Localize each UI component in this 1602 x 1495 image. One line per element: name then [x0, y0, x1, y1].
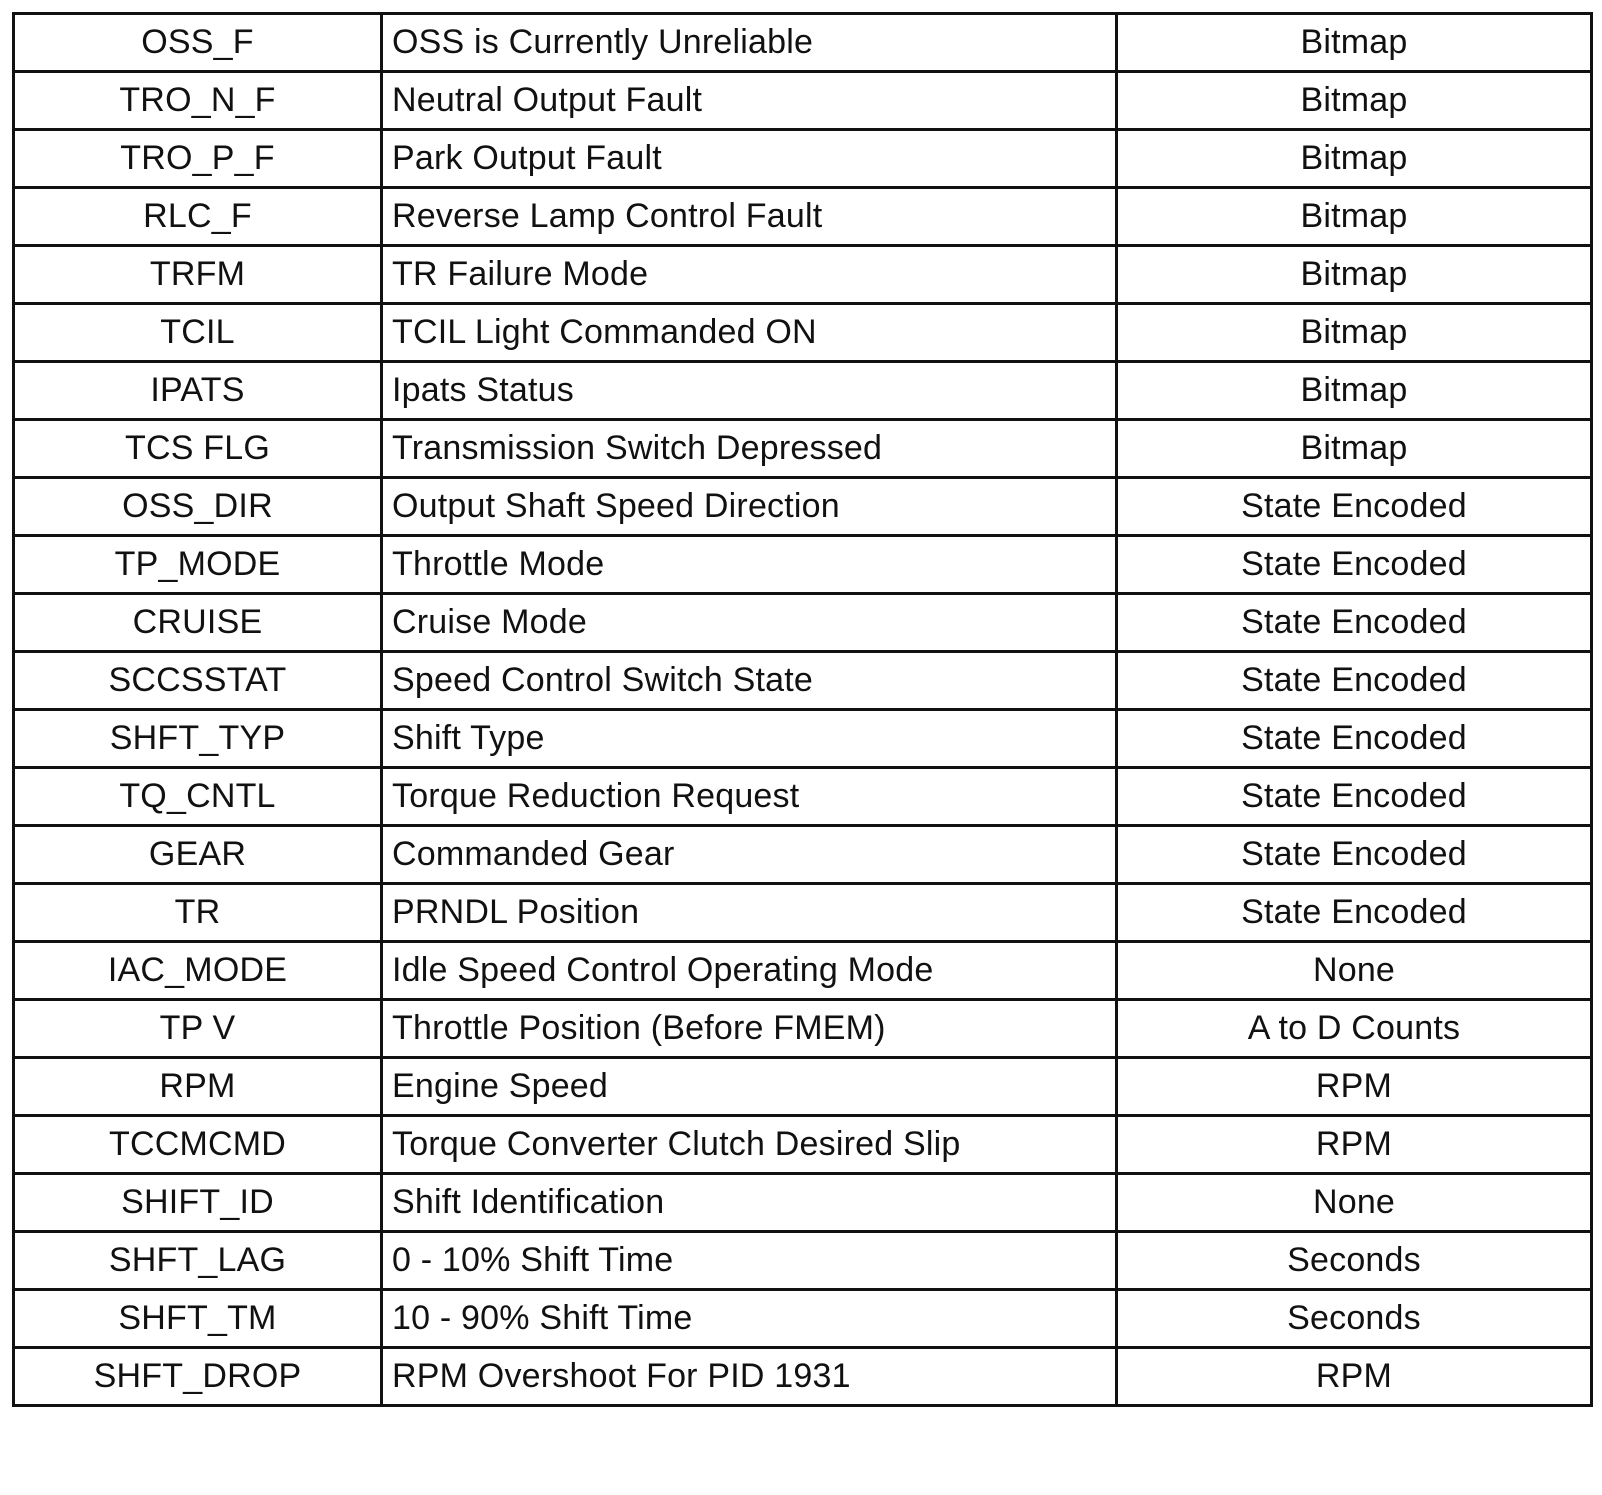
table-row — [14, 14, 1592, 72]
pid-cell: TCIL — [14, 304, 382, 362]
table-row — [14, 1116, 1592, 1174]
units-cell: State Encoded — [1117, 710, 1592, 768]
pid-cell: SHFT_TYP — [14, 710, 382, 768]
description-cell: Torque Reduction Request — [382, 768, 1117, 826]
units-cell: None — [1117, 942, 1592, 1000]
table-row — [14, 652, 1592, 710]
table-row — [14, 768, 1592, 826]
description-cell: OSS is Currently Unreliable — [382, 14, 1117, 72]
pid-cell: TP V — [14, 1000, 382, 1058]
description-cell: Torque Converter Clutch Desired Slip — [382, 1116, 1117, 1174]
pid-cell: TRO_P_F — [14, 130, 382, 188]
units-cell: RPM — [1117, 1348, 1592, 1406]
units-cell: RPM — [1117, 1058, 1592, 1116]
units-cell: State Encoded — [1117, 652, 1592, 710]
pid-cell: SHIFT_ID — [14, 1174, 382, 1232]
description-cell: Output Shaft Speed Direction — [382, 478, 1117, 536]
table-row — [14, 188, 1592, 246]
description-cell: Idle Speed Control Operating Mode — [382, 942, 1117, 1000]
table-row — [14, 710, 1592, 768]
units-cell: State Encoded — [1117, 826, 1592, 884]
description-cell: Shift Type — [382, 710, 1117, 768]
units-cell: Bitmap — [1117, 304, 1592, 362]
table-row — [14, 1000, 1592, 1058]
units-cell: Bitmap — [1117, 188, 1592, 246]
units-cell: Seconds — [1117, 1232, 1592, 1290]
description-cell: Park Output Fault — [382, 130, 1117, 188]
table-row — [14, 942, 1592, 1000]
description-cell: 0 - 10% Shift Time — [382, 1232, 1117, 1290]
units-cell: None — [1117, 1174, 1592, 1232]
units-cell: State Encoded — [1117, 594, 1592, 652]
description-cell: Throttle Position (Before FMEM) — [382, 1000, 1117, 1058]
table-row — [14, 1174, 1592, 1232]
table-row — [14, 1232, 1592, 1290]
pid-cell: SHFT_LAG — [14, 1232, 382, 1290]
units-cell: Bitmap — [1117, 72, 1592, 130]
units-cell: RPM — [1117, 1116, 1592, 1174]
pid-cell: TRO_N_F — [14, 72, 382, 130]
description-cell: PRNDL Position — [382, 884, 1117, 942]
description-cell: Cruise Mode — [382, 594, 1117, 652]
units-cell: Bitmap — [1117, 130, 1592, 188]
table-row — [14, 826, 1592, 884]
table-row — [14, 420, 1592, 478]
table-row — [14, 884, 1592, 942]
description-cell: Ipats Status — [382, 362, 1117, 420]
pid-cell: TQ_CNTL — [14, 768, 382, 826]
table-row — [14, 1058, 1592, 1116]
description-cell: TR Failure Mode — [382, 246, 1117, 304]
table-row — [14, 1348, 1592, 1406]
pid-cell: IAC_MODE — [14, 942, 382, 1000]
description-cell: TCIL Light Commanded ON — [382, 304, 1117, 362]
table-row — [14, 246, 1592, 304]
units-cell: Bitmap — [1117, 362, 1592, 420]
pid-cell: TP_MODE — [14, 536, 382, 594]
description-cell: RPM Overshoot For PID 1931 — [382, 1348, 1117, 1406]
pid-cell: TCCMCMD — [14, 1116, 382, 1174]
units-cell: State Encoded — [1117, 768, 1592, 826]
table-row — [14, 594, 1592, 652]
description-cell: Shift Identification — [382, 1174, 1117, 1232]
units-cell: Seconds — [1117, 1290, 1592, 1348]
pid-cell: IPATS — [14, 362, 382, 420]
table-row — [14, 304, 1592, 362]
description-cell: Neutral Output Fault — [382, 72, 1117, 130]
table-row — [14, 536, 1592, 594]
units-cell: State Encoded — [1117, 884, 1592, 942]
description-cell: Reverse Lamp Control Fault — [382, 188, 1117, 246]
table-row — [14, 362, 1592, 420]
pid-cell: SHFT_DROP — [14, 1348, 382, 1406]
units-cell: State Encoded — [1117, 536, 1592, 594]
units-cell: Bitmap — [1117, 246, 1592, 304]
pid-cell: TRFM — [14, 246, 382, 304]
description-cell: 10 - 90% Shift Time — [382, 1290, 1117, 1348]
pid-table-container — [12, 12, 1590, 1407]
pid-cell: SCCSSTAT — [14, 652, 382, 710]
pid-cell: OSS_F — [14, 14, 382, 72]
pid-cell: OSS_DIR — [14, 478, 382, 536]
pid-cell: TR — [14, 884, 382, 942]
description-cell: Engine Speed — [382, 1058, 1117, 1116]
table-row — [14, 478, 1592, 536]
table-row — [14, 72, 1592, 130]
units-cell: Bitmap — [1117, 420, 1592, 478]
units-cell: A to D Counts — [1117, 1000, 1592, 1058]
pid-cell: CRUISE — [14, 594, 382, 652]
description-cell: Throttle Mode — [382, 536, 1117, 594]
pid-cell: GEAR — [14, 826, 382, 884]
description-cell: Transmission Switch Depressed — [382, 420, 1117, 478]
table-row — [14, 130, 1592, 188]
units-cell: State Encoded — [1117, 478, 1592, 536]
pid-cell: SHFT_TM — [14, 1290, 382, 1348]
pid-cell: RPM — [14, 1058, 382, 1116]
pid-cell: RLC_F — [14, 188, 382, 246]
description-cell: Commanded Gear — [382, 826, 1117, 884]
pid-cell: TCS FLG — [14, 420, 382, 478]
pid-table — [12, 12, 1593, 1407]
table-row — [14, 1290, 1592, 1348]
units-cell: Bitmap — [1117, 14, 1592, 72]
description-cell: Speed Control Switch State — [382, 652, 1117, 710]
